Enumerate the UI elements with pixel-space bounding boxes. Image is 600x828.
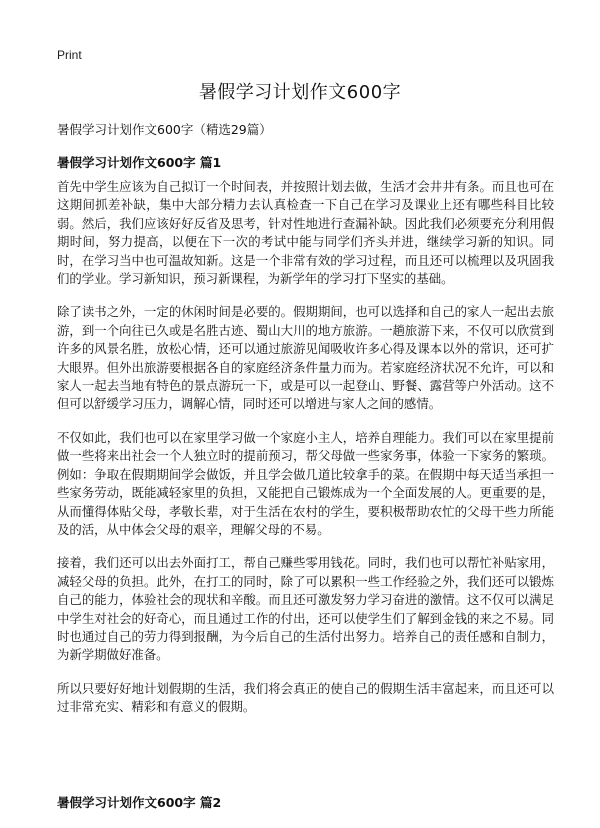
essay-paragraph: 接着，我们还可以出去外面打工，帮自己赚些零用钱花。同时，我们也可以帮忙补贴家用，减轻父母的负担。此外，在打工的同时，除了可以累积一些工作经验之外，我们还可以锻炼自己的能力，体验社会的现状和辛酸。而且还可激发努力学习奋进的激情。这不仅可以满足中学生对社会的好奇心，而且通过工作的付出，还可以使学生们了解到金钱的来之不易。同时也通过自己的劳力得到报酬，为今后自己的生活付出努力。培养自己的责任感和自制力，为新学期做好准备。	[57, 555, 554, 663]
essay-heading-2: 暑假学习计划作文600字 篇2	[57, 795, 222, 810]
essay-heading-1: 暑假学习计划作文600字 篇1	[57, 155, 222, 170]
document-subtitle: 暑假学习计划作文600字（精选29篇）	[57, 122, 272, 137]
essay-paragraph: 除了读书之外，一定的休闲时间是必要的。假期期间，也可以选择和自己的家人一起出去旅游，到一个向往已久或是名胜古迹、蜀山大川的地方旅游。一趟旅游下来，不仅可以欣赏到许多的风景名胜，放松心情，还可以通过旅游见闻吸收许多心得及课本以外的常识，还可扩大眼界。但外出旅游要根据各自的家庭经济条件量力而为。若家庭经济状况不允许，可以和家人一起去当地有特色的景点游玩一下，或是可以一起登山、野餐、露营等户外活动。这不但可以舒缓学习压力，调解心情，同时还可以增进与家人之间的感情。	[57, 304, 554, 412]
page-title: 暑假学习计划作文600字	[198, 82, 402, 103]
print-link[interactable]: Print	[57, 48, 82, 62]
essay-paragraph: 首先中学生应该为自己拟订一个时间表，并按照计划去做，生活才会井井有条。而且也可在这期间抓差补缺，集中大部分精力去认真检查一下自己在学习及课业上还有哪些科目比较弱。然后，我们应该好好反省及思考，针对性地进行查漏补缺。因此我们必须要充分利用假期时间，努力提高，以便在下一次的考试中能与同学们齐头并进，继续学习新的知识。同时，在学习当中也可温故知新。这是一个非常有效的学习过程，而且还可以梳理以及巩固我们的学业。学习新知识，预习新课程，为新学年的学习打下坚实的基础。	[57, 179, 554, 287]
essay-paragraph: 不仅如此，我们也可以在家里学习做一个家庭小主人，培养自理能力。我们可以在家里提前做一些将来出社会一个人独立时的提前预习，帮父母做一些家务事，体验一下家务的繁琐。例如：争取在假期期间学会做饭，并且学会做几道比较拿手的菜。在假期中每天适当承担一些家务劳动，既能减轻家里的负担，又能把自己锻炼成为一个全面发展的人。更重要的是，从而懂得体贴父母，孝敬长辈，对于生活在农村的学生，要积极帮助农忙的父母干些力所能及的活，从中体会父母的艰辛，理解父母的不易。	[57, 429, 554, 537]
essay-paragraph: 所以只要好好地计划假期的生活，我们将会真正的使自己的假期生活丰富起来，而且还可以过非常充实、精彩和有意义的假期。	[57, 680, 554, 715]
essay-body-1	[57, 178, 554, 732]
